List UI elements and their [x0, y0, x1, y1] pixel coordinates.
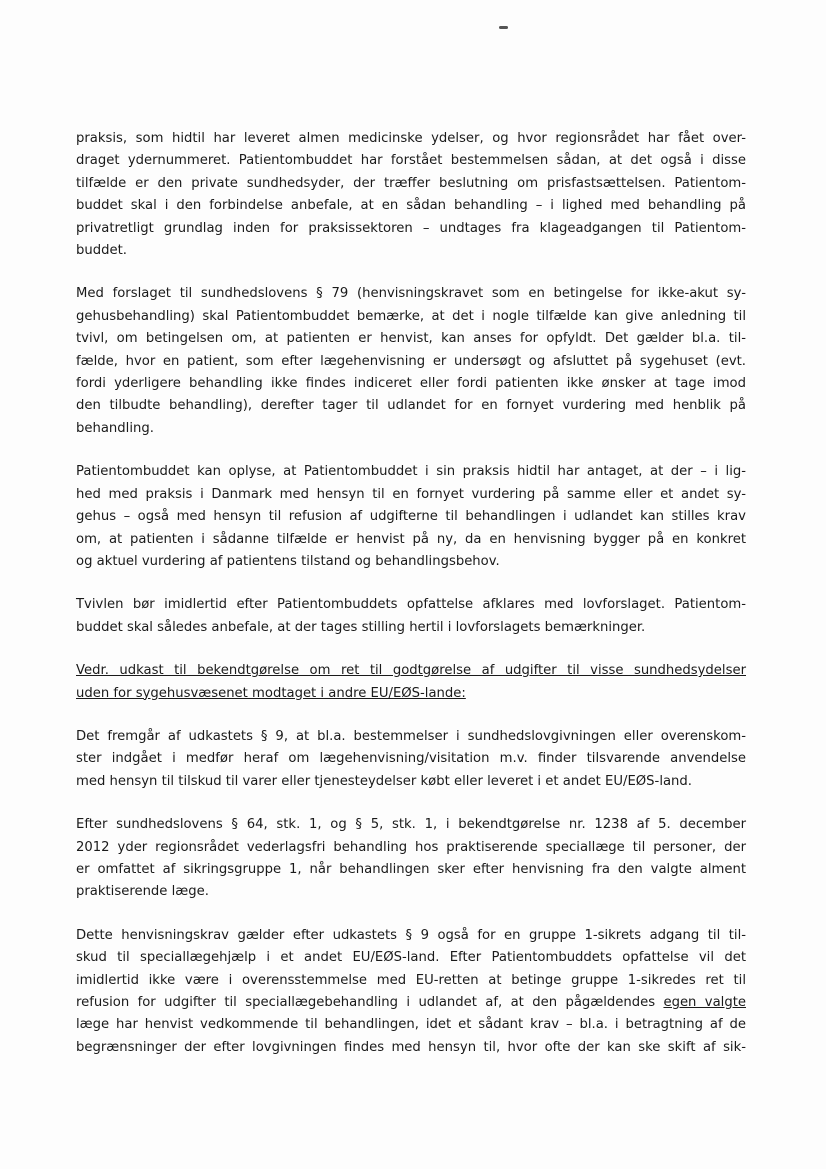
text-line: behandling.	[76, 420, 154, 436]
emphasized-text: egen valgte	[663, 995, 746, 1010]
text-line: praktiserende læge.	[76, 884, 209, 900]
text-line: 2012 yder regionsrådet vederlagsfri behandling hos praktiserende speciallæge til personer, der	[76, 839, 746, 855]
text-line: refusion for udgifter til speciallægebehandling i udlandet af, at den pågældendes egen valgte	[76, 995, 746, 1010]
text-line: gehus – også med hensyn til refusion af udgifterne til behandlingen i udlandet kan stilles krav	[76, 509, 746, 525]
text-line: draget ydernummeret. Patientombuddet har forstået bestemmelsen sådan, at det også i disse	[76, 153, 746, 169]
text-line: Dette henvisningskrav gælder efter udkastets § 9 også for en gruppe 1-sikrets adgang til til-	[76, 927, 746, 943]
text-line: Efter sundhedslovens § 64, stk. 1, og § 5, stk. 1, i bekendtgørelse nr. 1238 af 5. december	[76, 817, 746, 833]
text-line: buddet.	[76, 243, 127, 259]
text-line: Patientombuddet kan oplyse, at Patientombuddet i sin praksis hidtil har antaget, at der – i lig-	[76, 464, 746, 480]
paragraph	[76, 726, 746, 793]
paragraph	[76, 925, 746, 1059]
text-line: gehusbehandling) skal Patientombuddet bemærke, at det i nogle tilfælde kan give anledning til	[76, 308, 746, 324]
text-line: uden for sygehusvæsenet modtaget i andre EU/EØS-lande:	[76, 685, 466, 701]
text-line: tilfælde er den private sundhedsyder, der træffer beslutning om prisfastsættelsen. Patientom-	[76, 175, 746, 191]
text-line: ster indgået i medfør heraf om lægehenvisning/visitation m.v. finder tilsvarende anvendelse	[76, 751, 746, 767]
paragraph	[76, 594, 746, 639]
paragraph	[76, 814, 746, 904]
text-line: imidlertid ikke være i overensstemmelse med EU-retten at betinge gruppe 1-sikredes ret til	[76, 972, 746, 988]
text-line: buddet skal således anbefale, at der tages stilling hertil i lovforslagets bemærkninger.	[76, 619, 646, 635]
text-line: begrænsninger der efter lovgivningen findes med hensyn til, hvor ofte der kan ske skift af sik-	[76, 1039, 746, 1055]
text-line: om, at patienten i sådanne tilfælde er henvist på ny, da en henvisning bygger på en konkret	[76, 531, 746, 547]
text-line: fordi yderligere behandling ikke findes indiceret eller fordi patienten ikke ønsker at tage imod	[76, 376, 746, 392]
text-line: og aktuel vurdering af patientens tilstand og behandlingsbehov.	[76, 553, 500, 569]
text-line: praksis, som hidtil har leveret almen medicinske ydelser, og hvor regionsrådet har fået over-	[76, 131, 746, 146]
text-line: Tvivlen bør imidlertid efter Patientombuddets opfattelse afklares med lovforslaget. Patientom-	[76, 597, 746, 613]
text-line: læge har henvist vedkommende til behandlingen, idet et sådant krav – bl.a. i betragtning af de	[76, 1017, 746, 1033]
scan-artifact	[499, 26, 508, 29]
text-line: den tilbudte behandling), derefter tager til udlandet for en fornyet vurdering med henblik på	[76, 398, 746, 414]
paragraph	[76, 461, 746, 573]
text-line: med hensyn til tilskud til varer eller tjenesteydelser købt eller leveret i et andet EU/EØS-land.	[76, 773, 692, 789]
text-line: buddet skal i den forbindelse anbefale, at en sådan behandling – i lighed med behandling på	[76, 198, 746, 214]
text-line: Med forslaget til sundhedslovens § 79 (henvisningskravet som en betingelse for ikke-akut sy-	[76, 286, 746, 302]
text-line: skud til speciallægehjælp i et andet EU/EØS-land. Efter Patientombuddets opfattelse vil det	[76, 950, 746, 966]
text-line: Vedr. udkast til bekendtgørelse om ret til godtgørelse af udgifter til visse sundhedsydelser	[76, 663, 746, 679]
text-line: privatretligt grundlag inden for praksissektoren – undtages fra klageadgangen til Patientom-	[76, 220, 746, 236]
paragraph	[76, 283, 746, 440]
text-line: er omfattet af sikringsgruppe 1, når behandlingen sker efter henvisning fra den valgte alment	[76, 861, 746, 877]
text-line: hed med praksis i Danmark med hensyn til en fornyet vurdering på samme eller et andet sy-	[76, 486, 746, 502]
text-line: Det fremgår af udkastets § 9, at bl.a. bestemmelser i sundhedslovgivningen eller overenskom-	[76, 728, 746, 744]
text-line: fælde, hvor en patient, som efter lægehenvisning er undersøgt og afsluttet på sygehuset (evt.	[76, 353, 746, 369]
document-body	[76, 128, 746, 1080]
section-heading	[76, 660, 746, 705]
paragraph	[76, 128, 746, 262]
text-line: tvivl, om betingelsen om, at patienten er henvist, kan anses for opfyldt. Det gælder bl.a. til-	[76, 331, 746, 347]
